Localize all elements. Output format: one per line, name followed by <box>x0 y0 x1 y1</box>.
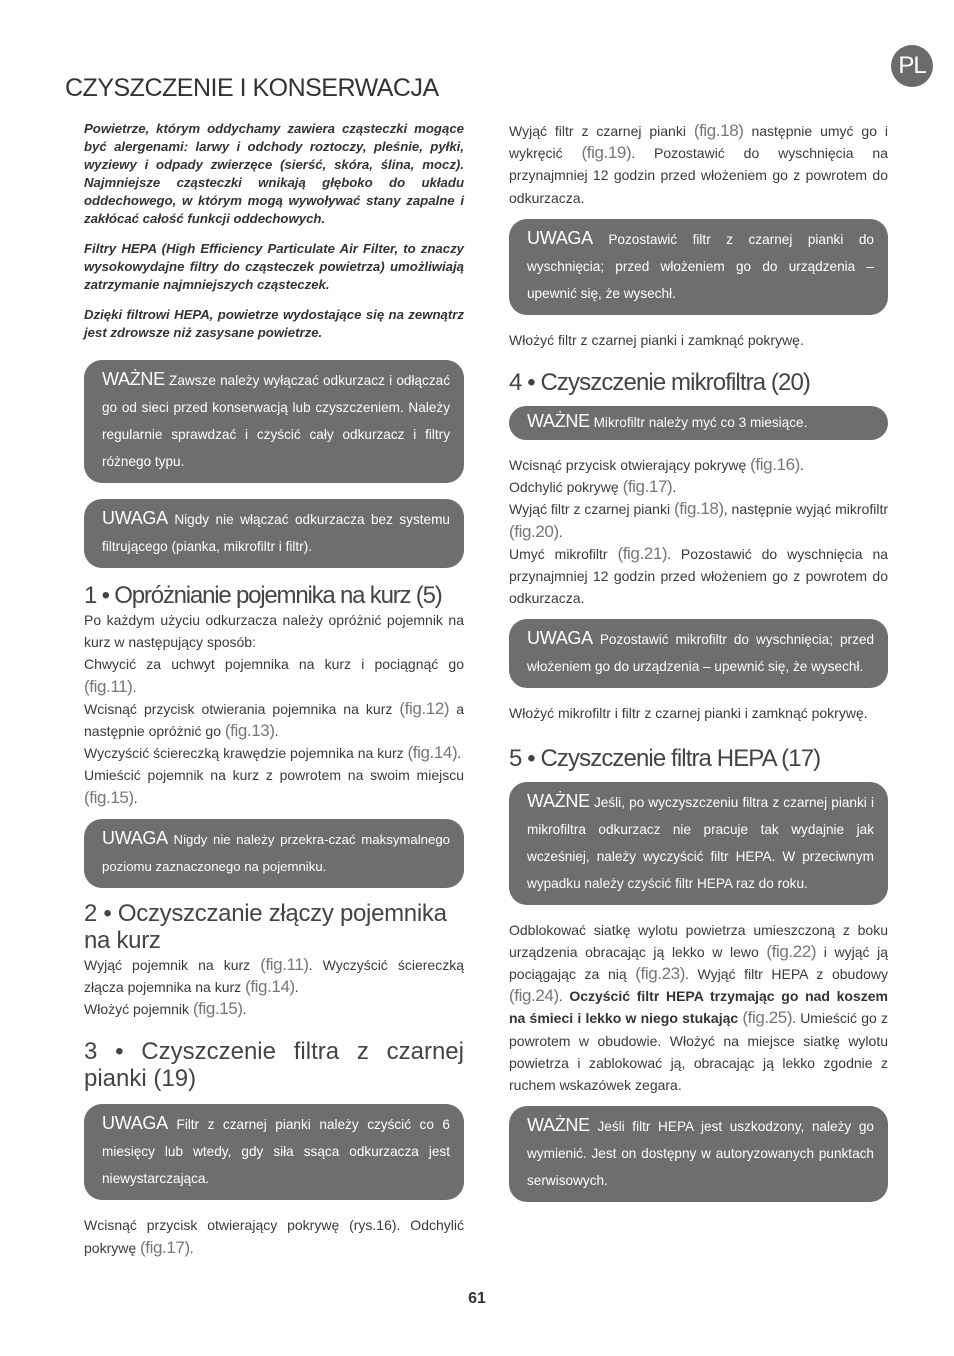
important-note <box>509 782 888 905</box>
figure-ref: (fig.16) <box>750 455 800 475</box>
page-number: 61 <box>468 1290 486 1307</box>
figure-ref: (fig.24) <box>509 986 559 1006</box>
warning-note <box>84 499 464 568</box>
figure-ref: (fig.14) <box>245 977 295 997</box>
right-column <box>509 120 888 1212</box>
paragraph: Chwycić za uchwyt pojemnika na kurz i pociągnąć go (fig.11). <box>84 656 464 696</box>
note-label: UWAGA <box>527 227 593 248</box>
figure-ref: (fig.12) <box>399 698 450 718</box>
paragraph: Wcisnąć przycisk otwierający pokrywę (fig.16). <box>509 455 804 475</box>
note-text: Nigdy nie należy przekra-czać maksymalnego poziomu zaznaczonego na pojemniku. <box>102 831 450 874</box>
paragraph: Włożyć pojemnik (fig.15). <box>84 999 247 1019</box>
note-text: Mikrofiltr należy myć co 3 miesiące. <box>589 415 808 431</box>
paragraph: Wyjąć filtr z czarnej pianki (fig.18), następnie wyjąć mikrofiltr (fig.20). <box>509 499 888 541</box>
figure-ref: (fig.19) <box>581 143 632 163</box>
note-text: Pozostawić filtr z czarnej pianki do wyschnięcia; przed włożeniem go do urządzenia – upewnić się, że wysechł. <box>527 231 874 301</box>
figure-ref: (fig.18) <box>674 499 724 519</box>
paragraph: Wcisnąć przycisk otwierający pokrywę (rys.16). Odchylić pokrywę (fig.17). <box>84 1217 464 1257</box>
note-text: Pozostawić mikrofiltr do wyschnięcia; przed włożeniem go do urządzenia – upewnić się, że wysechł. <box>527 632 874 675</box>
figure-ref: (fig.22) <box>766 941 817 961</box>
paragraph: Umieścić pojemnik na kurz z powrotem na swoim miejscu (fig.15). <box>84 767 464 807</box>
section-heading: 4 • Czyszczenie mikrofiltra (20) <box>509 369 811 397</box>
warning-note <box>509 219 888 315</box>
language-badge: PL <box>891 45 933 87</box>
section-heading: 5 • Czyszczenie filtra HEPA (17) <box>509 744 821 772</box>
figure-ref: (fig.21) <box>617 543 668 563</box>
section-heading: 3 • Czyszczenie filtra z czarnej pianki (19) <box>84 1038 464 1093</box>
intro-paragraph: Filtry HEPA (High Efficiency Particulate Air Filter, to znaczy wysokowydajne filtry do cząsteczek powietrza) umożliwiają zatrzymanie najmniejszych cząsteczek. <box>84 241 464 292</box>
note-label: UWAGA <box>102 827 168 848</box>
important-note <box>509 406 888 440</box>
bold-instruction: Oczyścić filtr HEPA trzymając go nad koszem na śmieci i lekko w niego stukając <box>509 988 889 1027</box>
note-label: UWAGA <box>527 628 593 649</box>
intro-paragraph: Dzięki filtrowi HEPA, powietrze wydostające się na zewnątrz jest zdrowsze niż zasysane powietrze. <box>84 307 464 340</box>
paragraph: Wyczyścić ściereczką krawędzie pojemnika na kurz (fig.14). <box>84 743 462 763</box>
figure-ref: (fig.17) <box>140 1237 190 1257</box>
figure-ref: (fig.11) <box>260 954 309 974</box>
note-label: WAŻNE <box>527 1115 590 1136</box>
figure-ref: (fig.15) <box>192 999 243 1019</box>
paragraph: Po każdym użyciu odkurzacza należy opróżnić pojemnik na kurz w następujący sposób: <box>84 612 464 651</box>
paragraph: Umyć mikrofiltr (fig.21). Pozostawić do wyschnięcia na przynajmniej 12 godzin przed włożeniem go z powrotem do odkurzacza. <box>509 543 889 607</box>
figure-ref: (fig.15) <box>84 787 134 807</box>
note-text: Nigdy nie włączać odkurzacza bez systemu filtrującego (pianka, mikrofiltr i filtr). <box>102 512 450 554</box>
note-text: Zawsze należy wyłączać odkurzacz i odłączać go od sieci przed konserwacją lub czyszczeniem. Należy regularnie sprawdzać i czyścić cały odkurzacz i filtry różnego typu. <box>102 373 450 469</box>
note-label: WAŻNE <box>527 411 590 432</box>
section-heading: 1 • Opróżnianie pojemnika na kurz (5) <box>84 582 442 609</box>
figure-ref: (fig.23) <box>635 964 685 984</box>
warning-note <box>509 619 888 688</box>
note-text: Filtr z czarnej pianki należy czyścić co 6 miesięcy lub wtedy, gdy siła ssąca odkurzacza jest niewystarczająca. <box>102 1117 450 1187</box>
section-heading: 2 • Oczyszczanie złączy pojemnika na kurz <box>84 899 447 954</box>
figure-ref: (fig.18) <box>693 121 744 140</box>
paragraph: Wyjąć filtr z czarnej pianki (fig.18) następnie umyć go i wykręcić (fig.19). Pozostawić do wyschnięcia na przynajmniej 12 godzin przed włożeniem go z powrotem do odkurzacza. <box>509 121 888 206</box>
figure-ref: (fig.11) <box>84 676 133 696</box>
note-label: UWAGA <box>102 508 168 528</box>
paragraph: Wyjąć pojemnik na kurz (fig.11). Wyczyścić ściereczką złącza pojemnika na kurz (fig.14). <box>84 954 464 997</box>
warning-note <box>84 1104 464 1200</box>
left-column <box>84 120 464 1259</box>
paragraph: Wcisnąć przycisk otwierania pojemnika na kurz (fig.12) a następnie opróżnić go (fig.13). <box>84 698 464 741</box>
note-label: WAŻNE <box>527 790 590 811</box>
figure-ref: (fig.14) <box>407 743 458 763</box>
figure-ref: (fig.17) <box>622 477 673 497</box>
paragraph: Odblokować siatkę wylotu powietrza umieszczoną z boku urządzenia obracając ją lekko w lewo (fig.22) i wyjąć ją pociągając za nią (fig.23). Wyjąć filtr HEPA z obudowy (fig.24). Oczyścić filtr HEPA trzymając go nad koszem na śmieci i lekko w niego stukając (fig.25). Umieścić go z powrotem w obudowie. Włożyć na miejsce siatkę wylotu powietrza i zablokować ją, obracając ją lekko zgodnie z ruchem wskazówek zegara. <box>509 921 889 1094</box>
note-label: UWAGA <box>102 1113 168 1134</box>
paragraph: Włożyć filtr z czarnej pianki i zamknąć pokrywę. <box>509 331 804 348</box>
note-text: Jeśli, po wyczyszczeniu filtra z czarnej pianki i mikrofiltra odkurzacz nie pracuje tak wydajnie jak wcześniej, należy wyczyścić filtr HEPA. W przeciwnym wypadku należy czyścić filtr HEPA raz do roku. <box>527 794 874 891</box>
paragraph: Odchylić pokrywę (fig.17). <box>509 477 677 497</box>
note-label: WAŻNE <box>102 369 165 389</box>
figure-ref: (fig.25) <box>742 1008 793 1028</box>
paragraph: Włożyć mikrofiltr i filtr z czarnej pianki i zamknąć pokrywę. <box>509 705 868 722</box>
important-note <box>509 1106 888 1202</box>
intro-paragraph: Powietrze, którym oddychamy zawiera cząsteczki mogące być alergenami: larwy i odchody roztoczy, pleśnie, pyłki, wyziewy i odpady zwierzęce (sierść, skóra, ślina, mocz). Najmniejsze cząsteczki wnikają głęboko do układu oddechowego, w którym mogą wywoływać stany zapalne i zakłócać całość funkcji oddechowych. <box>84 121 464 226</box>
note-text: Jeśli filtr HEPA jest uszkodzony, należy go wymienić. Jest on dostępny w autoryzowanych punktach serwisowych. <box>527 1119 874 1189</box>
figure-ref: (fig.20) <box>509 521 559 541</box>
figure-ref: (fig.13) <box>224 721 275 741</box>
important-note <box>84 360 464 483</box>
page-title: CZYSZCZENIE I KONSERWACJA <box>65 74 439 102</box>
warning-note <box>84 819 464 888</box>
